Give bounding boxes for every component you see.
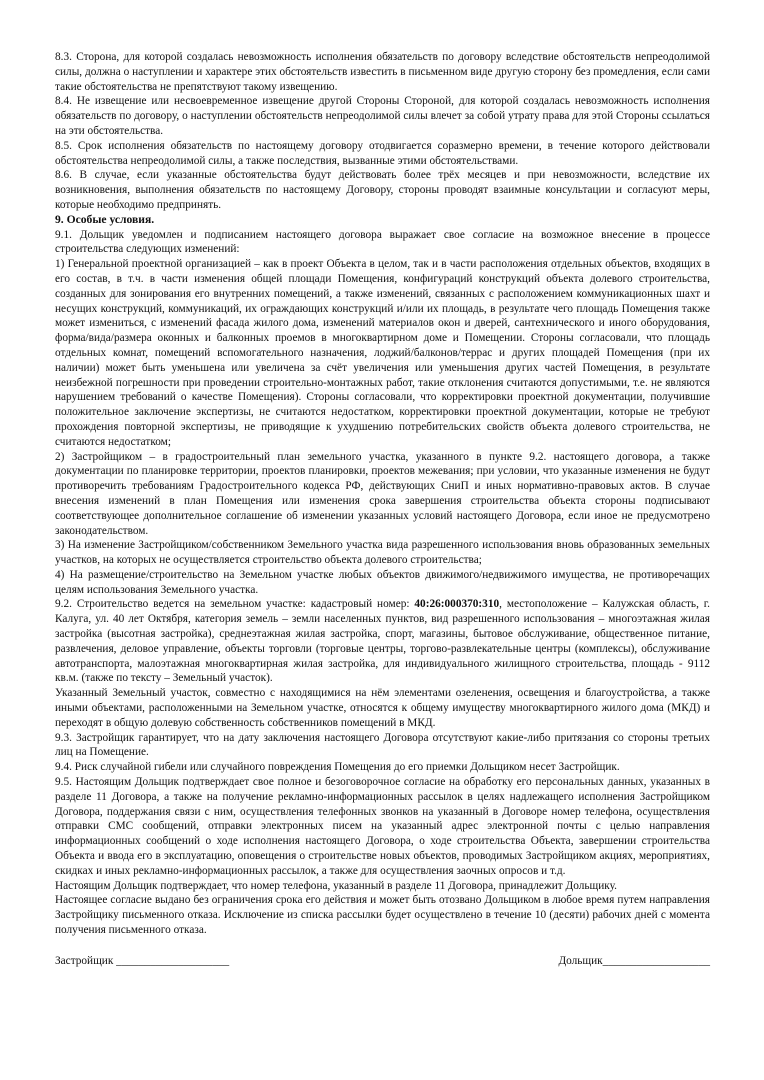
clause-9-5-consent-revocation: Настоящее согласие выдано без ограничения срока его действия и может быть отозвано Дольщиком в любое время путем направления Застройщику письменного отказа. Исключение из списка рассылки будет осуществлено в течение 10 (десяти) рабочих дней с момента получения письменного отказа. — [55, 894, 710, 937]
clause-9-2 — [55, 597, 710, 686]
developer-signature-label: Застройщик — [55, 954, 117, 967]
clause-9-4: 9.4. Риск случайной гибели или случайного повреждения Помещения до его приемки Дольщиком несет Застройщик. — [55, 761, 620, 774]
signature-row — [55, 954, 710, 969]
contract-page — [55, 50, 710, 969]
clause-9-1-item-3: 3) На изменение Застройщиком/собственником Земельного участка вида разрешенного использования вновь образованных земельных участков, на которых не осуществляется строительство объекта долевого строительства; — [55, 539, 710, 567]
shareholder-signature-label: Дольщик — [558, 954, 603, 967]
clause-9-2-rest: , местоположение – Калужская область, г. Калуга, ул. 40 лет Октября, категория земель – земли населенных пунктов, вид разрешенного использования – многоэтажная жилая застройка (высотная застройка), среднеэтажная жилая застройка, спорт, магазины, бытовое обслуживание, общественное питание, развлечения, деловое управление, объекты торговли (торговые центры, торгово-развлекательные центры (комплексы), обслуживание автотранспорта, малоэтажная многоквартирная жилая застройка, для индивидуального жилищного строительства, площадь - 9112 кв.м. (также по тексту – Земельный участок). — [55, 598, 710, 685]
clause-9-1-item-1: 1) Генеральной проектной организацией – как в проект Объекта в целом, так и в части расположения отдельных объектов, входящих в его состав, в т.ч. в части изменения общей площади Помещения, конфигураций конструкций объекта долевого строительства, созданных для зонирования его внутренних помещений, а также изменений, связанных с расположением коммуникационных шахт и несущих конструкций, коммуникаций, их ограждающих конструкций и/или их площадь, в результате чего площадь Помещения также может измениться, с изменений фасада жилого дома, изменений материалов окон и дверей, сантехнического и иного оборудования, форма/вида/размера оконных и балконных проемов в многоквартирном доме и Помещении. Стороны согласовали, что площадь отдельных комнат, помещений вспомогательного назначения, лоджий/балконов/террас и других площадей Помещения (при их наличии) может быть уменьшена или увеличена за счёт увеличения или уменьшения других частей Помещения, в результате неизбежной погрешности при проведении строительно-монтажных работ, такие отклонения считаются допустимыми, т.е. не являются нарушением требований о качестве Помещения). Стороны согласовали, что корректировки проектной документации, получившие положительное заключение экспертизы, не считаются недостатком, корректировки проектной документации, которые не требуют прохождения повторной экспертизы, не приводящие к ухудшению потребительских свойств объекта долевого строительства, не считаются недостатком; — [55, 258, 710, 448]
clause-9-1: 9.1. Дольщик уведомлен и подписанием настоящего договора выражает свое согласие на возможное внесение в процессе строительства следующих изменений: — [55, 228, 710, 256]
clause-8-5: 8.5. Срок исполнения обязательств по настоящему договору отодвигается соразмерно времени, в течение которого действовали обстоятельства непреодолимой силы, а также последствия, вызванные этими обстоятельствами. — [55, 139, 710, 167]
clause-9-2-lead: 9.2. Строительство ведется на земельном участке: кадастровый номер: — [55, 598, 415, 611]
clause-8-6: 8.6. В случае, если указанные обстоятельства будут действовать более трёх месяцев и при невозможности, вследствие их возникновения, выполнения обязательств по настоящему Договору, стороны проводят взаимные консультации и согласуют меры, которые необходимо предпринять. — [55, 169, 710, 211]
developer-signature — [55, 954, 229, 969]
shareholder-signature — [558, 954, 710, 969]
clause-9-1-item-2: 2) Застройщиком – в градостроительный план земельного участка, указанного в пункте 9.2. настоящего договора, а также документации по планировке территории, проектов планировки, проектов межевания; при условии, что указанные изменения не будут противоречить требованиям Градостроительного кодекса РФ, действующих СниП и иных нормативно-правовых актов. В случае внесения изменений в план Помещения или изменения срока завершения строительства объекта стороны подписывают соответствующее дополнительное соглашение об изменении указанных условий настоящего Договора, если иное не предусмотрено законодательством. — [55, 450, 710, 537]
clause-8-3: 8.3. Сторона, для которой создалась невозможность исполнения обязательств по договору вследствие обстоятельств непреодолимой силы, должна о наступлении и характере этих обстоятельств известить в письменном виде другую сторону без промедления, если сами такие обстоятельства не препятствуют такому извещению. — [55, 51, 710, 93]
clause-9-5: 9.5. Настоящим Дольщик подтверждает свое полное и безоговорочное согласие на обработку его персональных данных, указанных в разделе 11 Договора, а также на получение рекламно-информационных рассылок в целях надлежащего исполнения Застройщиком Договора, поддержания связи с ним, осуществления телефонных звонков на указанный в Договоре номер телефона, осуществления отправки СМС сообщений, отправки электронных писем на указанный адрес электронной почты с целью направления информационных сообщений о ходе исполнения настоящего Договора, о ходе строительства Объекта, завершении строительства Объекта и ввода его в эксплуатацию, оповещения о строительстве новых объектов, проводимых Застройщиком акциях, мероприятиях, скидках и иных рекламно-информационных рассылок, а также для осуществления заочных опросов и т.д. — [55, 776, 710, 877]
cadastral-number: 40:26:000370:310 — [414, 598, 500, 611]
clause-9-2-land-plot-note: Указанный Земельный участок, совместно с находящимися на нём элементами озеленения, освещения и благоустройства, а также иными объектами, расположенными на Земельном участке, относятся к общему имуществу многоквартирного жилого дома (МКД) и переходят в общую долевую собственность собственников помещений в МКД. — [55, 687, 710, 729]
clause-9-3: 9.3. Застройщик гарантирует, что на дату заключения настоящего Договора отсутствуют какие-либо притязания со стороны третьих лиц на Помещение. — [55, 731, 710, 759]
clause-9-5-phone-confirmation: Настоящим Дольщик подтверждает, что номер телефона, указанный в разделе 11 Договора, принадлежит Дольщику. — [55, 879, 617, 892]
clause-8-4: 8.4. Не извещение или несвоевременное извещение другой Стороны Стороной, для которой создалась невозможность исполнения обязательств по договору, о наступлении обстоятельств непреодолимой силы влечет за собой утрату права для этой Стороны ссылаться на эти обстоятельства. — [55, 95, 710, 137]
clause-9-1-item-4: 4) На размещение/строительство на Земельном участке любых объектов движимого/недвижимого имущества, не противоречащих целям использования Земельного участка. — [55, 568, 710, 596]
developer-signature-line: ____________________ — [116, 954, 230, 967]
section-9-heading: 9. Особые условия. — [55, 212, 155, 226]
shareholder-signature-line: ___________________ — [602, 954, 710, 967]
